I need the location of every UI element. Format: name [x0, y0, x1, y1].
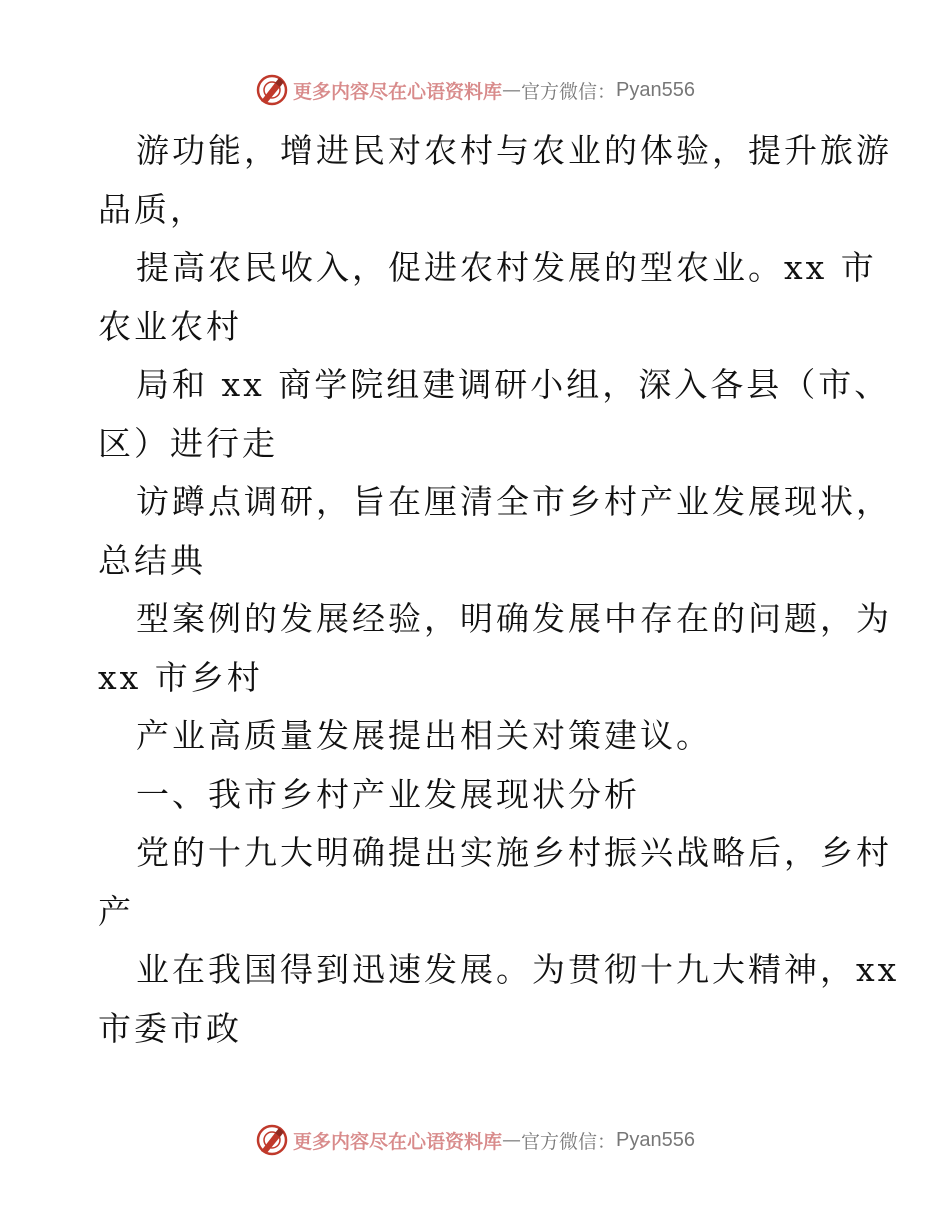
text-line-3: 提高农民收入，促进农村发展的型农业。xx 市 [136, 248, 877, 287]
header-watermark [0, 70, 950, 110]
document-body [98, 122, 900, 1058]
footer-watermark [0, 1120, 950, 1160]
text-line-15: 业在我国得到迅速发展。为贯彻十九大精神，xx [136, 950, 900, 989]
text-line-7: 访蹲点调研，旨在厘清全市乡村产业发展现状， [136, 482, 892, 521]
text-line-16: 市委市政 [98, 1008, 242, 1048]
text-line-13: 党的十九大明确提出实施乡村振兴战略后，乡村 [136, 833, 892, 872]
footer-wechat-id: Pyan556 [616, 1128, 695, 1151]
footer-brand-text: 更多内容尽在心语资料库 [293, 1130, 503, 1153]
text-line-10: xx 市乡村 [98, 657, 263, 697]
text-line-1: 游功能，增进民对农村与农业的体验，提升旅游 [136, 131, 892, 170]
text-line-9: 型案例的发展经验，明确发展中存在的问题，为 [136, 599, 892, 638]
pen-logo-icon [255, 1123, 289, 1157]
header-brand-text: 更多内容尽在心语资料库 [293, 80, 503, 103]
footer-wechat-label: 官方微信： [521, 1130, 617, 1153]
section-heading: 一、我市乡村产业发展现状分析 [136, 774, 640, 814]
text-line-11: 产业高质量发展提出相关对策建议。 [136, 716, 712, 755]
text-line-2: 品质， [98, 189, 206, 229]
text-line-8: 总结典 [98, 540, 206, 580]
header-separator: — [502, 79, 522, 101]
text-line-4: 农业农村 [98, 306, 242, 346]
header-wechat-id: Pyan556 [616, 78, 695, 101]
footer-separator: — [502, 1129, 522, 1151]
text-line-14: 产 [98, 891, 134, 931]
header-wechat-label: 官方微信： [521, 80, 617, 103]
text-line-6: 区）进行走 [98, 423, 278, 463]
pen-logo-icon [255, 73, 289, 107]
text-line-5: 局和 xx 商学院组建调研小组，深入各县（市、 [136, 365, 891, 404]
